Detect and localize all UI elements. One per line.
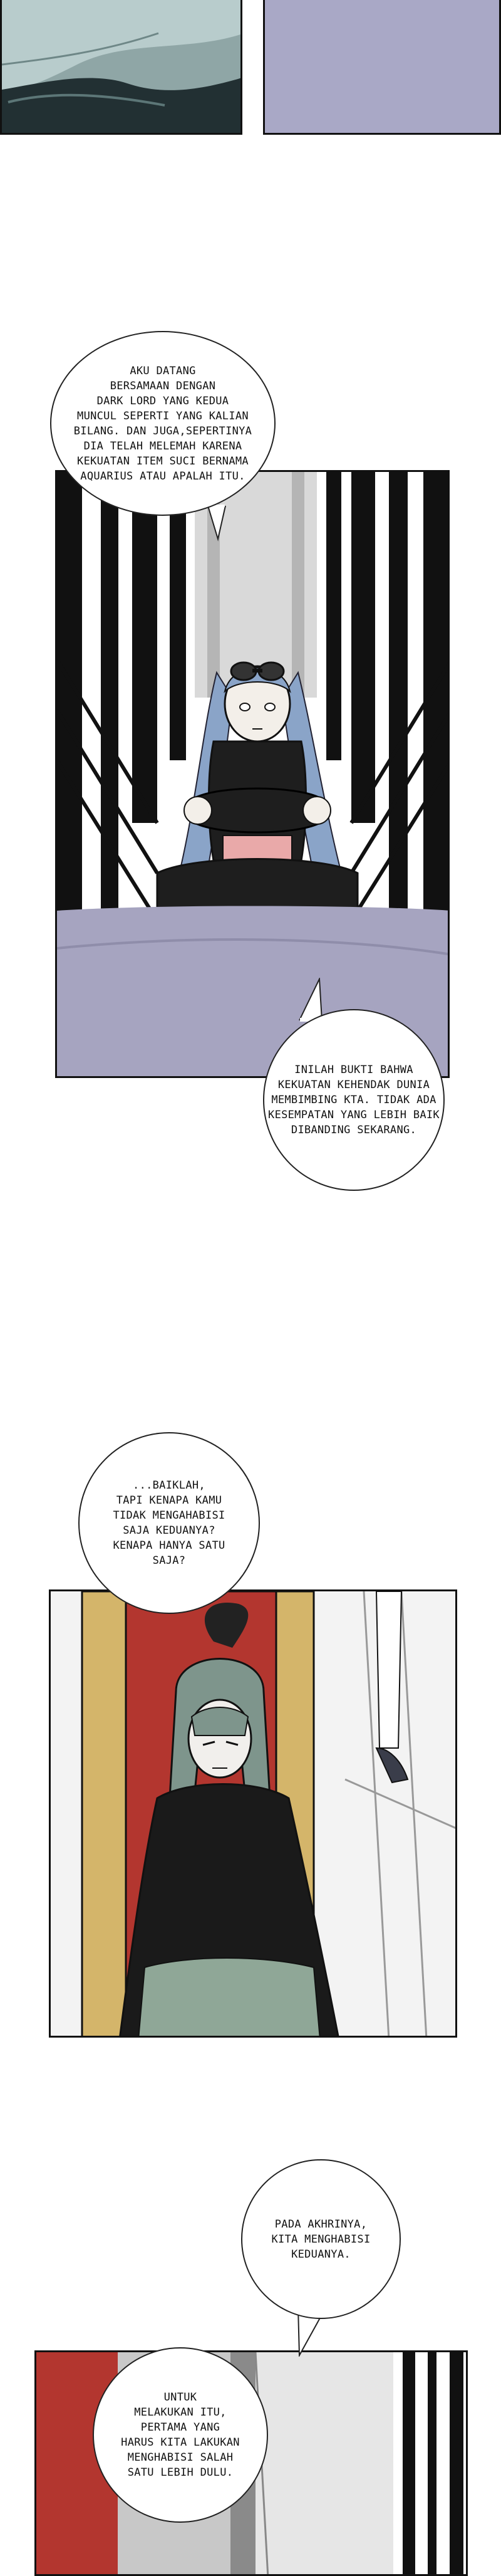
throne-girl-illustration	[57, 472, 450, 1078]
speech-text-2: INILAH BUKTI BAHWA KEKUATAN KEHENDAK DUNIA MEMBIMBING KTA. TIDAK ADA KESEMPATAN YANG LEBIH BAIK DIBANDING SEKARANG.	[268, 1064, 440, 1136]
panel-green-hair	[49, 1589, 457, 2038]
speech-text-3: ...BAIKLAH, TAPI KENAPA KAMU TIDAK MENGAHABISI SAJA KEDUANYA? KENAPA HANYA SATU SAJA?	[113, 1479, 225, 1567]
cloth-illustration	[2, 0, 242, 135]
panel-top-right	[263, 0, 501, 135]
speech-text-4: PADA AKHRINYA, KITA MENGHABISI KEDUANYA.	[271, 2217, 371, 2261]
green-hair-illustration	[51, 1591, 457, 2038]
speech-bubble-5	[93, 2347, 268, 2523]
speech-text-5: UNTUK MELAKUKAN ITU, PERTAMA YANG HARUS KITA LAKUKAN MENGHABISI SALAH SATU LEBIH DULU.	[121, 2391, 240, 2479]
panel-throne-girl	[55, 470, 450, 1078]
speech-bubble-4	[241, 2159, 401, 2319]
speech-bubble-2	[263, 1009, 445, 1191]
speech-bubble-1	[50, 331, 276, 516]
speech-text-1: AKU DATANG BERSAMAAN DENGAN DARK LORD YANG KEDUA MUNCUL SEPERTI YANG KALIAN BILANG. DAN JUGA,SEPERTINYA DIA TELAH MELEMAH KARENA KEKUATAN ITEM SUCI BERNAMA AQUARIUS ATAU APALAH ITU.	[73, 364, 252, 483]
panel-top-left	[0, 0, 242, 135]
speech-bubble-3	[78, 1432, 260, 1614]
speech-tail-1	[207, 505, 232, 542]
